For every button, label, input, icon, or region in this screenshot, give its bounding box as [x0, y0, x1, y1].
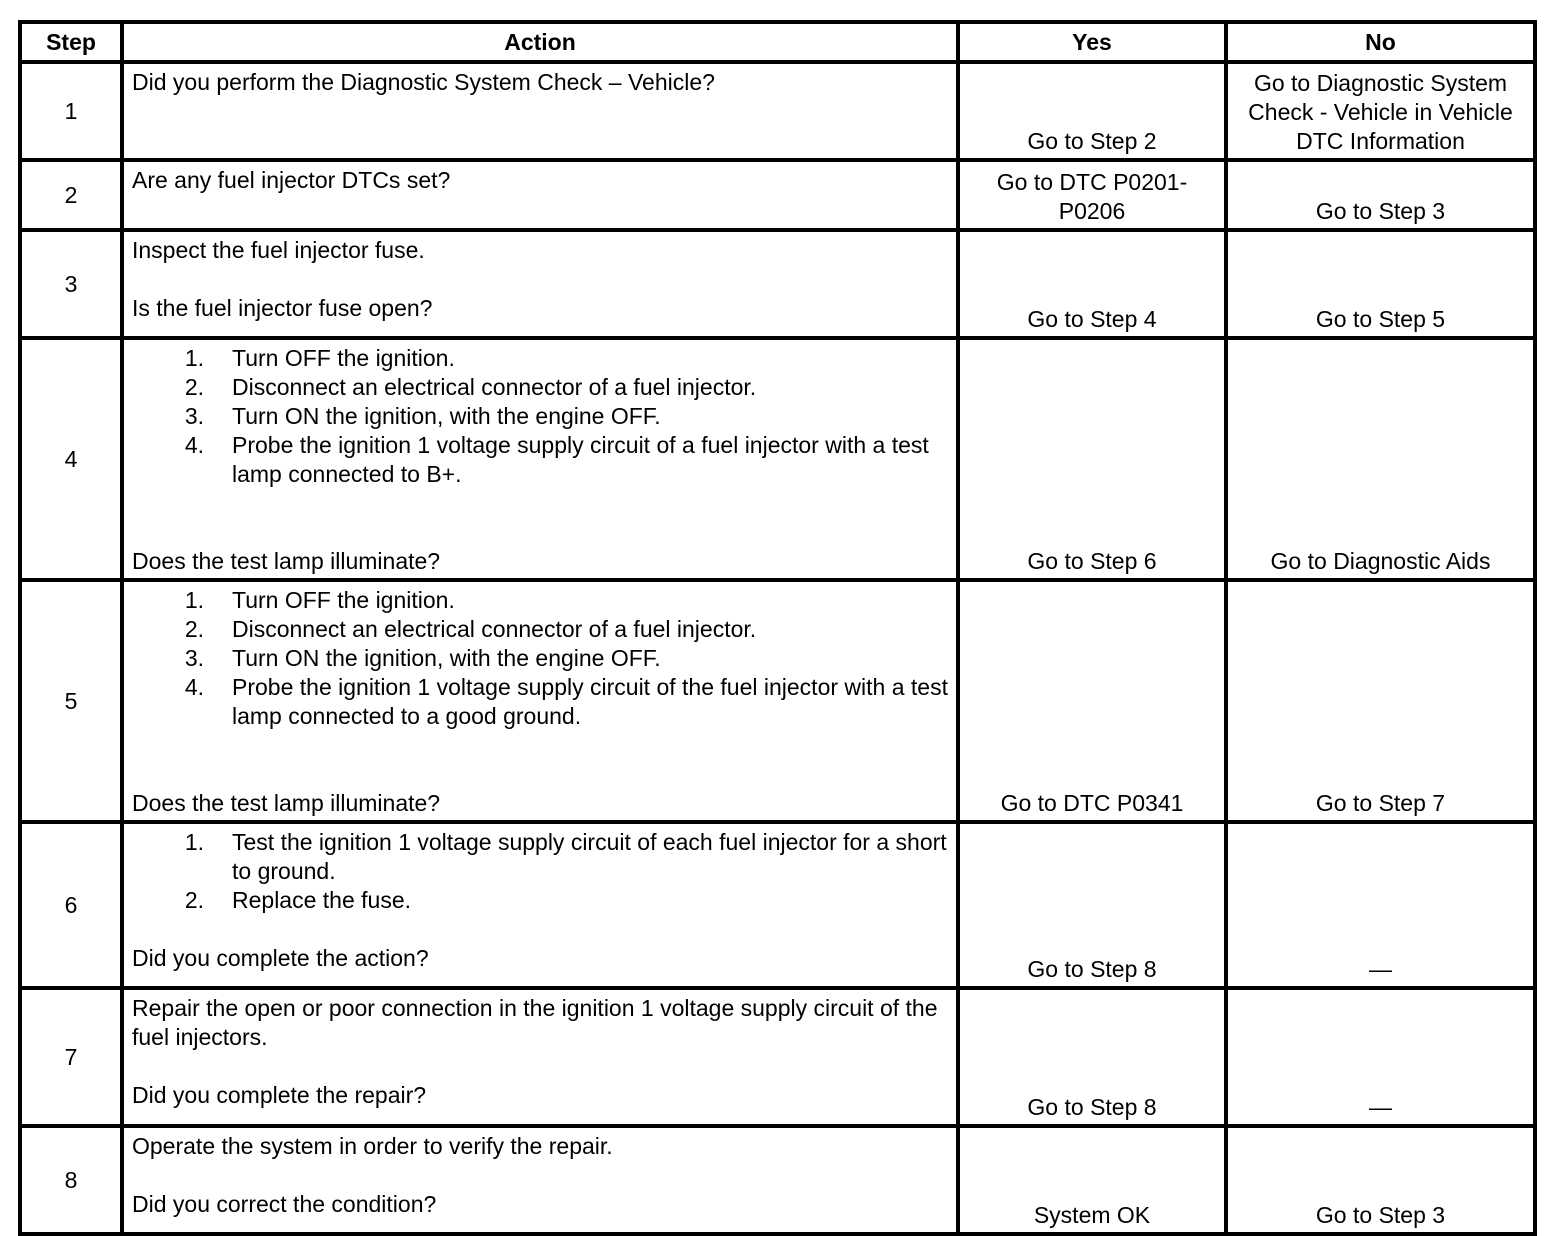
- action-text: Did you perform the Diagnostic System Check – Vehicle?: [132, 69, 715, 95]
- yes-cell: Go to Step 6: [958, 338, 1226, 580]
- action-cell: [122, 1126, 958, 1234]
- action-text: Operate the system in order to verify the repair.: [132, 1133, 613, 1159]
- action-cell: [122, 62, 958, 160]
- header-row: [20, 22, 1535, 62]
- action-steps: [132, 828, 948, 915]
- yes-cell: Go to Step 8: [958, 822, 1226, 988]
- yes-cell: Go to Step 4: [958, 230, 1226, 338]
- action-cell: [122, 580, 958, 822]
- no-cell: Go to Step 5: [1226, 230, 1535, 338]
- action-cell: [122, 822, 958, 988]
- action-steps: [132, 344, 948, 489]
- table-row: [20, 1126, 1535, 1234]
- yes-cell: System OK: [958, 1126, 1226, 1234]
- action-steps: [132, 586, 948, 731]
- list-item: 3. Turn ON the ignition, with the engine OFF.: [184, 403, 661, 429]
- list-item: 4. Probe the ignition 1 voltage supply circuit of the fuel injector with a test lamp connected to a good ground.: [184, 674, 948, 729]
- table-row: [20, 580, 1535, 822]
- list-item: 2. Disconnect an electrical connector of a fuel injector.: [184, 616, 757, 642]
- action-cell: [122, 988, 958, 1126]
- table-row: [20, 988, 1535, 1126]
- action-cell: [122, 230, 958, 338]
- action-question: Did you complete the repair?: [132, 1082, 427, 1108]
- header-action: Action: [122, 22, 958, 62]
- no-cell: —: [1226, 988, 1535, 1126]
- list-item: 2. Disconnect an electrical connector of a fuel injector.: [184, 374, 757, 400]
- table-row: [20, 160, 1535, 230]
- list-item: 1. Turn OFF the ignition.: [184, 345, 455, 371]
- header-step: Step: [20, 22, 122, 62]
- action-question: Is the fuel injector fuse open?: [132, 295, 433, 321]
- list-item: 1. Turn OFF the ignition.: [184, 587, 455, 613]
- no-cell: Go to Step 7: [1226, 580, 1535, 822]
- list-item: 4. Probe the ignition 1 voltage supply circuit of a fuel injector with a test lamp connected to B+.: [184, 432, 929, 487]
- step-number: 8: [20, 1126, 122, 1234]
- step-number: 7: [20, 988, 122, 1126]
- step-number: 1: [20, 62, 122, 160]
- table-row: [20, 62, 1535, 160]
- action-question: Did you correct the condition?: [132, 1191, 437, 1217]
- action-cell: [122, 338, 958, 580]
- step-number: 4: [20, 338, 122, 580]
- table-row: [20, 230, 1535, 338]
- yes-cell: Go to Step 8: [958, 988, 1226, 1126]
- list-item: 1. Test the ignition 1 voltage supply circuit of each fuel injector for a short to ground.: [184, 829, 947, 884]
- no-cell: —: [1226, 822, 1535, 988]
- header-no: No: [1226, 22, 1535, 62]
- header-yes: Yes: [958, 22, 1226, 62]
- no-cell: Go to Step 3: [1226, 1126, 1535, 1234]
- step-number: 6: [20, 822, 122, 988]
- list-item: 3. Turn ON the ignition, with the engine OFF.: [184, 645, 661, 671]
- step-number: 5: [20, 580, 122, 822]
- action-text: Repair the open or poor connection in the ignition 1 voltage supply circuit of the fuel injectors.: [132, 995, 938, 1050]
- action-text: Are any fuel injector DTCs set?: [132, 167, 451, 193]
- table-row: [20, 338, 1535, 580]
- action-question: Does the test lamp illuminate?: [132, 548, 441, 574]
- yes-cell: Go to Step 2: [958, 62, 1226, 160]
- no-cell: Go to Diagnostic System Check - Vehicle in Vehicle DTC Information: [1226, 62, 1535, 160]
- action-text: Inspect the fuel injector fuse.: [132, 237, 425, 263]
- action-question: Did you complete the action?: [132, 945, 429, 971]
- yes-cell: Go to DTC P0201-P0206: [958, 160, 1226, 230]
- no-cell: Go to Step 3: [1226, 160, 1535, 230]
- step-number: 3: [20, 230, 122, 338]
- step-number: 2: [20, 160, 122, 230]
- list-item: 2. Replace the fuse.: [184, 887, 412, 913]
- no-cell: Go to Diagnostic Aids: [1226, 338, 1535, 580]
- action-cell: [122, 160, 958, 230]
- diagnostic-table: [18, 20, 1537, 1236]
- table-row: [20, 822, 1535, 988]
- action-question: Does the test lamp illuminate?: [132, 790, 441, 816]
- yes-cell: Go to DTC P0341: [958, 580, 1226, 822]
